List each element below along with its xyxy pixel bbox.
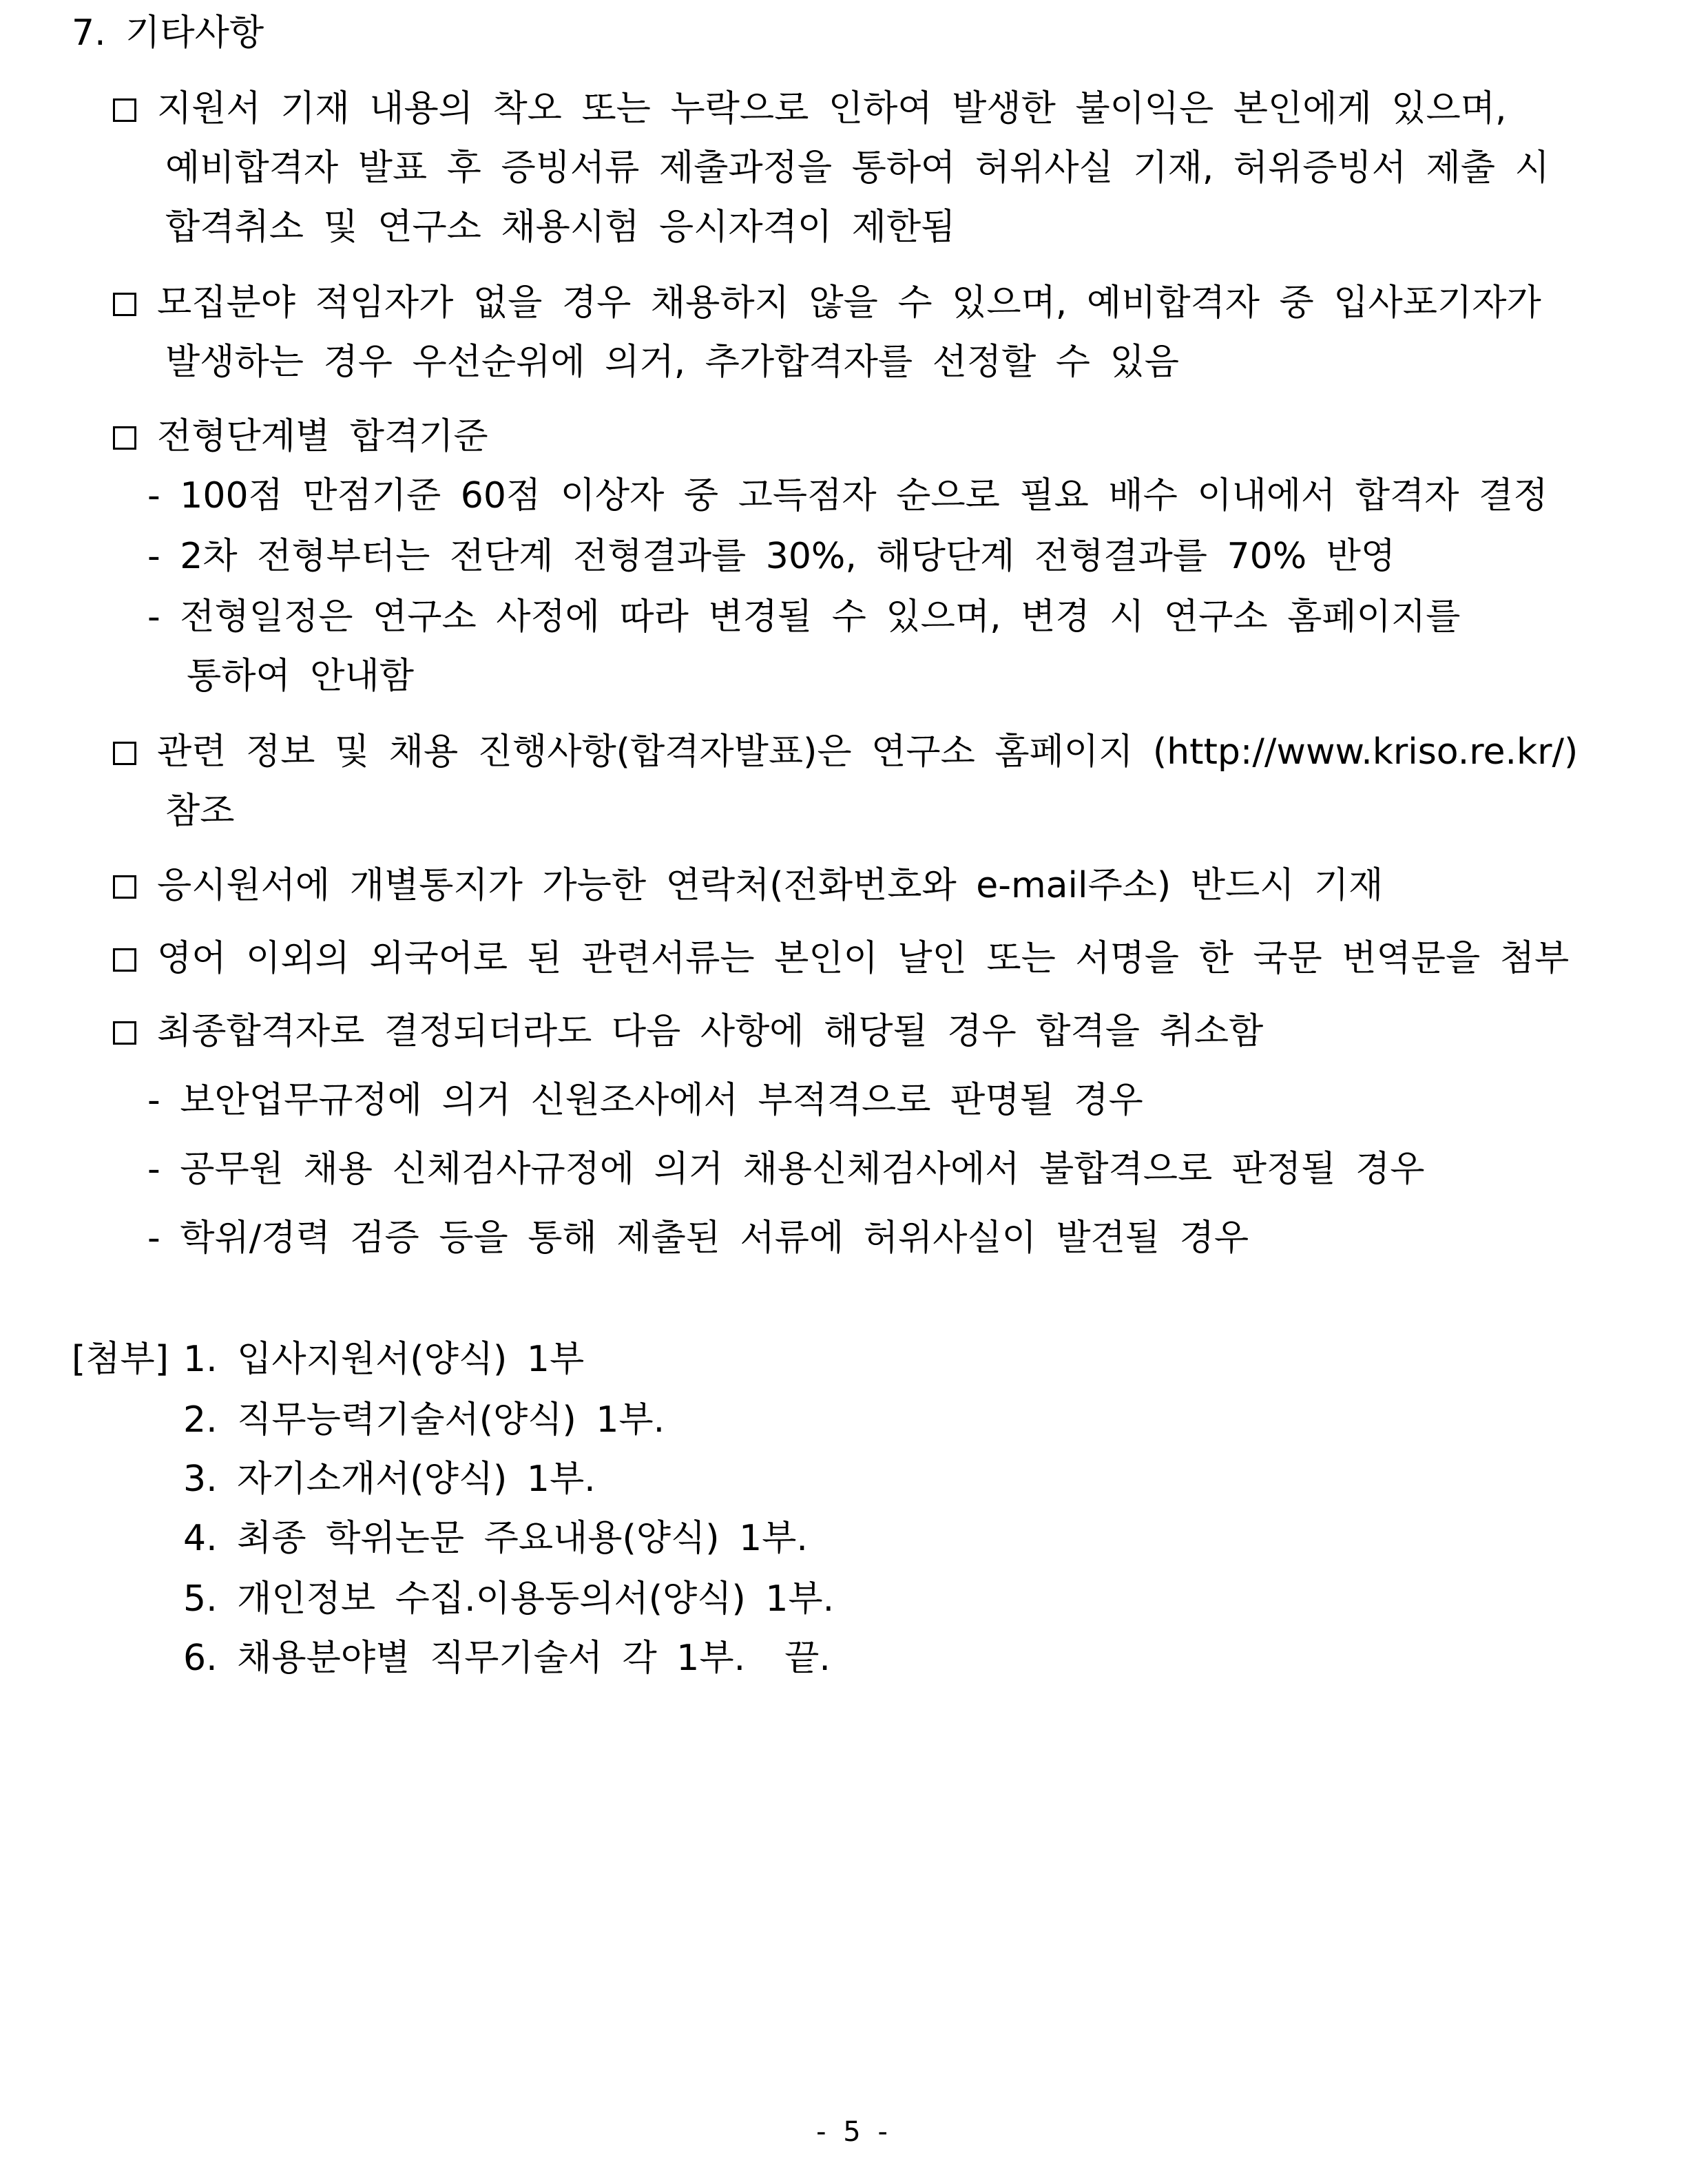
attachment-item: 3. 자기소개서(양식) 1부. [183, 1459, 596, 1500]
bullet-item [113, 730, 1578, 774]
bullet-text: 전형단계별 합격기준 [157, 416, 488, 457]
bullet-continuation: 합격취소 및 연구소 채용시험 응시자격이 제한됨 [165, 207, 956, 248]
sub-item: - 공무원 채용 신체검사규정에 의거 채용신체검사에서 불합격으로 판정될 경우 [147, 1149, 1425, 1190]
checkbox-icon [113, 426, 136, 450]
attachments-label: [첨부] [72, 1339, 169, 1380]
bullet-item [113, 87, 1506, 131]
bullet-text: 모집분야 적임자가 없을 경우 채용하지 않을 수 있으며, 예비합격자 중 입사포기자가 [157, 282, 1541, 324]
sub-item: - 100점 만점기준 60점 이상자 중 고득점자 순으로 필요 배수 이내에서 합격자 결정 [147, 475, 1548, 516]
bullet-text: 최종합격자로 결정되더라도 다음 사항에 해당될 경우 합격을 취소함 [157, 1011, 1264, 1052]
section-title: 7. 기타사항 [72, 12, 264, 54]
attachment-item: 2. 직무능력기술서(양식) 1부. [183, 1399, 665, 1441]
checkbox-icon [113, 293, 136, 316]
attachment-item: 5. 개인정보 수집.이용동의서(양식) 1부. [183, 1578, 835, 1620]
checkbox-icon [113, 742, 136, 765]
attachment-item: 4. 최종 학위논문 주요내용(양식) 1부. [183, 1518, 808, 1559]
bullet-text: 지원서 기재 내용의 착오 또는 누락으로 인하여 발생한 불이익은 본인에게 있으며, [157, 88, 1507, 129]
bullet-item [113, 281, 1541, 325]
attachment-item: 6. 채용분야별 직무기술서 각 1부. 끝. [183, 1638, 831, 1679]
checkbox-icon [113, 1021, 136, 1045]
bullet-item [113, 1010, 1263, 1054]
sub-item: - 보안업무규정에 의거 신원조사에서 부적격으로 판명될 경우 [147, 1080, 1143, 1121]
bullet-text: 관련 정보 및 채용 진행사항(합격자발표)은 연구소 홈페이지 (http://www.kriso.re.kr/) [157, 731, 1579, 773]
bullet-continuation: 발생하는 경우 우선순위에 의거, 추가합격자를 선정할 수 있음 [165, 342, 1180, 383]
bullet-item [113, 937, 1569, 981]
checkbox-icon [113, 98, 136, 122]
sub-item: - 학위/경력 검증 등을 통해 제출된 서류에 허위사실이 발견될 경우 [147, 1218, 1249, 1259]
bullet-continuation: 예비합격자 발표 후 증빙서류 제출과정을 통하여 허위사실 기재, 허위증빙서 제출 시 [165, 147, 1550, 189]
sub-item-continuation: 통하여 안내함 [147, 656, 414, 697]
bullet-text: 응시원서에 개별통지가 가능한 연락처(전화번호와 e-mail주소) 반드시 기재 [157, 865, 1384, 906]
checkbox-icon [113, 948, 136, 972]
bullet-item [113, 864, 1383, 908]
bullet-item [113, 415, 488, 459]
sub-item: - 2차 전형부터는 전단계 전형결과를 30%, 해당단계 전형결과를 70% 반영 [147, 536, 1396, 577]
page-number: - 5 - [816, 2116, 892, 2148]
sub-item: - 전형일정은 연구소 사정에 따라 변경될 수 있으며, 변경 시 연구소 홈페이지를 [147, 596, 1461, 638]
bullet-continuation: 참조 [165, 791, 235, 832]
bullet-text: 영어 이외의 외국어로 된 관련서류는 본인이 날인 또는 서명을 한 국문 번역문을 첨부 [157, 938, 1570, 979]
checkbox-icon [113, 875, 136, 899]
attachment-item: 1. 입사지원서(양식) 1부 [183, 1339, 585, 1380]
